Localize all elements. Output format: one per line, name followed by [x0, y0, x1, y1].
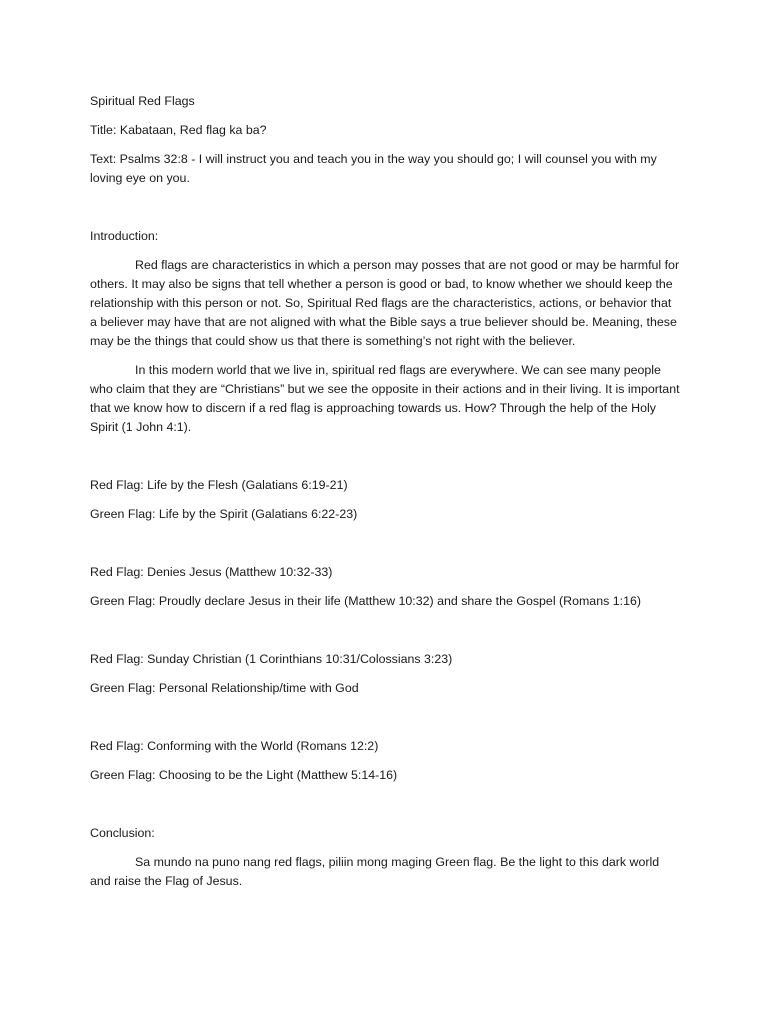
red-flag-4: Red Flag: Conforming with the World (Romans 12:2) [90, 739, 379, 753]
document-page [90, 92, 680, 901]
red-flag-1: Red Flag: Life by the Flesh (Galatians 6:19-21) [90, 478, 348, 492]
conclusion-paragraph: Sa mundo na puno nang red flags, piliin mong maging Green flag. Be the light to this dark world and raise the Flag of Jesus. [90, 855, 660, 888]
green-flag-2: Green Flag: Proudly declare Jesus in their life (Matthew 10:32) and share the Gospel (Romans 1:16) [90, 594, 641, 608]
scripture-text: Text: Psalms 32:8 - I will instruct you and teach you in the way you should go; I will counsel you with my loving eye on you. [90, 152, 657, 185]
green-flag-4: Green Flag: Choosing to be the Light (Matthew 5:14-16) [90, 768, 398, 782]
spacer [90, 621, 680, 650]
spacer [90, 198, 680, 227]
green-flag-3: Green Flag: Personal Relationship/time with God [90, 681, 359, 695]
conclusion-label: Conclusion: [90, 826, 155, 840]
document-heading: Spiritual Red Flags [90, 94, 195, 108]
spacer [90, 534, 680, 563]
green-flag-1: Green Flag: Life by the Spirit (Galatians 6:22-23) [90, 507, 358, 521]
intro-paragraph-1: Red flags are characteristics in which a person may posses that are not good or may be harmful for others. It may also be signs that tell whether a person is good or bad, to know whether we should keep the relationship with this person or not. So, Spiritual Red flags are the characteristics, actions, or behavior that a believer may have that are not aligned with what the Bible says a true believer should be. Meaning, these may be the things that could show us that there is something’s not right with the believer. [90, 258, 680, 348]
spacer [90, 708, 680, 737]
red-flag-2: Red Flag: Denies Jesus (Matthew 10:32-33) [90, 565, 333, 579]
intro-paragraph-2: In this modern world that we live in, spiritual red flags are everywhere. We can see many people who claim that they are “Christians” but we see the opposite in their actions and in their living. It is important that we know how to discern if a red flag is approaching towards us. How? Through the help of the Holy Spirit (1 John 4:1). [90, 363, 680, 434]
sermon-title: Title: Kabataan, Red flag ka ba? [90, 123, 267, 137]
spacer [90, 447, 680, 476]
spacer [90, 795, 680, 824]
red-flag-3: Red Flag: Sunday Christian (1 Corinthians 10:31/Colossians 3:23) [90, 652, 453, 666]
introduction-label: Introduction: [90, 229, 159, 243]
